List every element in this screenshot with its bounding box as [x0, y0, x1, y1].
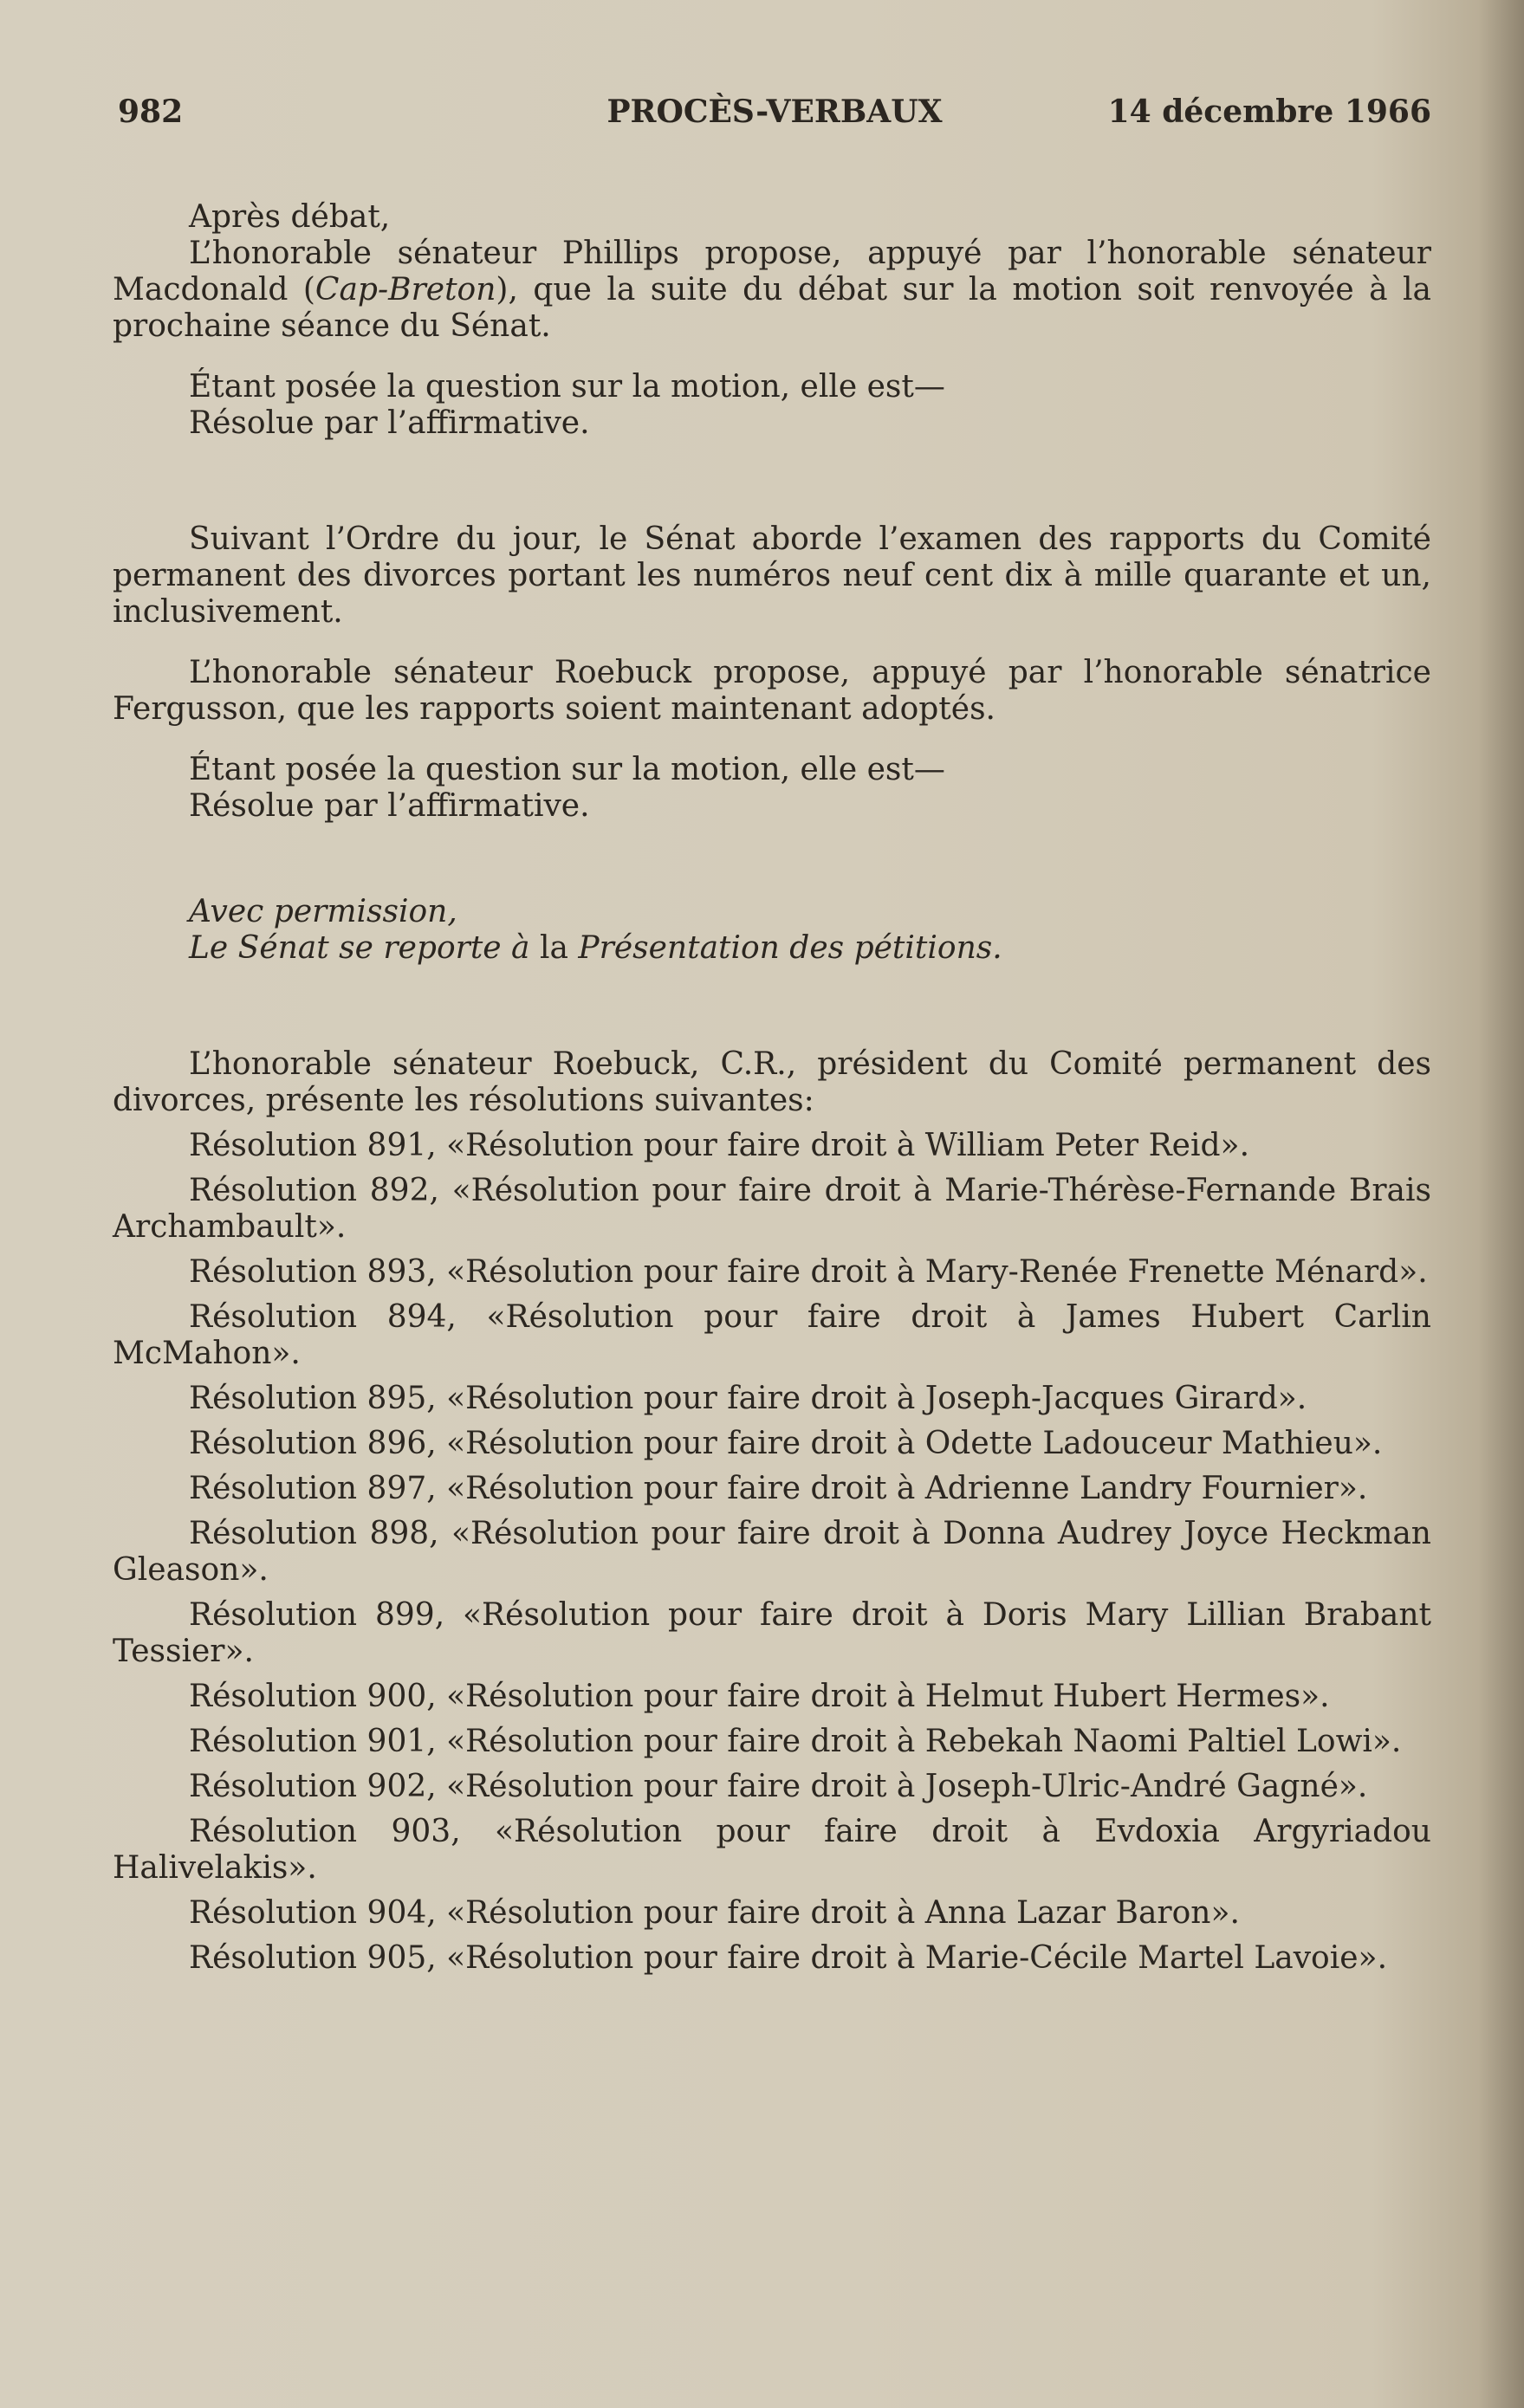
resolution-item: Résolution 902, «Résolution pour faire droit à Joseph-Ulric-André Gagné».: [189, 1769, 1368, 1804]
paragraph: Suivant l’Ordre du jour, le Sénat aborde l’examen des rapports du Comité permanent des divorces portant les numéros neuf cent dix à mille quarante et un, inclusivement.: [113, 521, 1431, 630]
paragraph: L’honorable sénateur Roebuck, C.R., président du Comité permanent des divorces, présente les résolutions suivantes:: [113, 1046, 1431, 1118]
text-run: Le Sénat se reporte à: [189, 930, 540, 966]
page-number: 982: [118, 94, 184, 130]
resolution-item: Résolution 904, «Résolution pour faire droit à Anna Lazar Baron».: [189, 1895, 1240, 1931]
paragraph: [113, 930, 1431, 967]
paragraph: Avec permission,: [189, 894, 457, 929]
resolution-item: Résolution 901, «Résolution pour faire droit à Rebekah Naomi Paltiel Lowi».: [189, 1724, 1402, 1759]
paragraph: Étant posée la question sur la motion, elle est—: [189, 752, 945, 787]
paragraph: [113, 236, 1431, 345]
paragraph: Après débat,: [189, 199, 391, 235]
text-run: ), que la suite du débat sur la motion soit renvoyée à la prochaine séance du Sénat.: [113, 272, 1431, 344]
page-date: 14 décembre 1966: [1107, 94, 1431, 130]
resolution-item: Résolution 891, «Résolution pour faire droit à William Peter Reid».: [189, 1128, 1250, 1163]
page-body: [113, 199, 1431, 1985]
resolution-item: Résolution 896, «Résolution pour faire droit à Odette Ladouceur Mathieu».: [189, 1426, 1383, 1461]
paragraph: Résolue par l’affirmative.: [189, 788, 590, 824]
text-run: la: [539, 930, 568, 966]
paragraph: Résolue par l’affirmative.: [189, 405, 590, 441]
text-run: Présentation des pétitions.: [567, 930, 1002, 966]
page-header: [118, 94, 1431, 137]
section-debate: [113, 199, 1431, 442]
text-run-italic: Cap-Breton: [315, 272, 496, 307]
resolution-item: Résolution 894, «Résolution pour faire droit à James Hubert Carlin McMahon».: [113, 1299, 1431, 1371]
resolution-item: Résolution 895, «Résolution pour faire droit à Joseph-Jacques Girard».: [189, 1381, 1307, 1416]
section-resolutions: [113, 1046, 1431, 1977]
resolution-item: Résolution 905, «Résolution pour faire droit à Marie-Cécile Martel Lavoie».: [189, 1940, 1388, 1976]
resolution-item: Résolution 903, «Résolution pour faire droit à Evdoxia Argyriadou Halivelakis».: [113, 1814, 1431, 1886]
paragraph: L’honorable sénateur Roebuck propose, appuyé par l’honorable sénatrice Fergusson, que les rapports soient maintenant adoptés.: [113, 655, 1431, 727]
resolution-item: Résolution 900, «Résolution pour faire droit à Helmut Hubert Hermes».: [189, 1679, 1330, 1714]
resolution-item: Résolution 893, «Résolution pour faire droit à Mary-Renée Frenette Ménard».: [189, 1254, 1428, 1290]
text-run: L’honorable sénateur Phillips propose, appuyé par l’honorable sénateur Macdonald (: [113, 236, 1431, 307]
resolution-item: Résolution 897, «Résolution pour faire droit à Adrienne Landry Fournier».: [189, 1471, 1368, 1506]
section-divorce-reports: [113, 521, 1431, 825]
section-permission: [113, 894, 1431, 967]
paragraph: Étant posée la question sur la motion, elle est—: [189, 369, 945, 405]
resolution-item: Résolution 899, «Résolution pour faire droit à Doris Mary Lillian Brabant Tessier».: [113, 1597, 1431, 1669]
resolution-item: Résolution 892, «Résolution pour faire droit à Marie-Thérèse-Fernande Brais Archambault».: [113, 1173, 1431, 1245]
resolution-item: Résolution 898, «Résolution pour faire droit à Donna Audrey Joyce Heckman Gleason».: [113, 1516, 1431, 1588]
running-title: PROCÈS-VERBAUX: [606, 94, 943, 130]
